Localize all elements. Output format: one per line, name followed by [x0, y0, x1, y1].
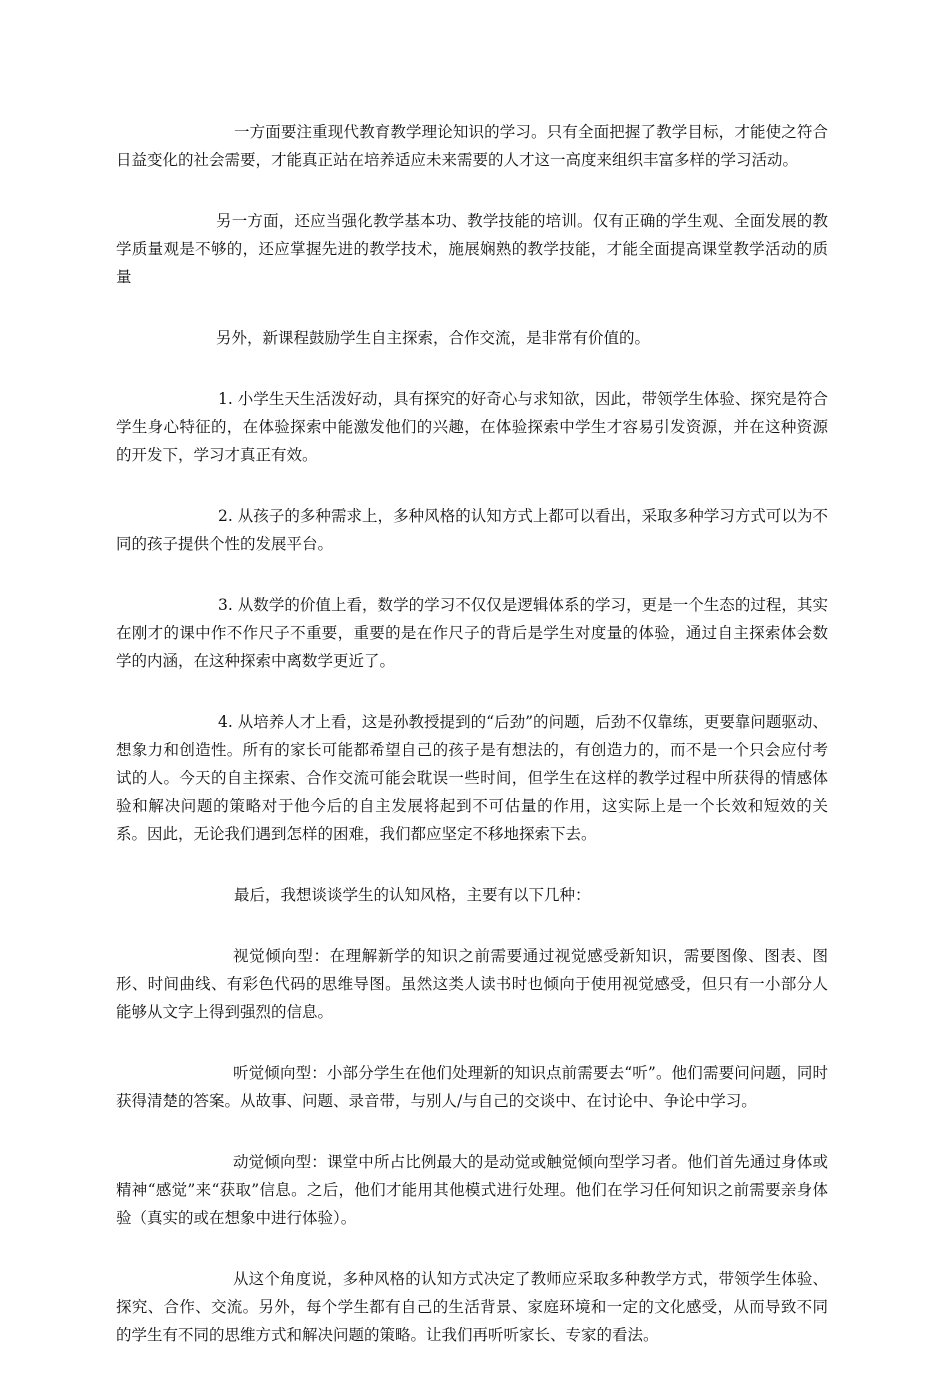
paragraph-conclusion: 从这个角度说，多种风格的认知方式决定了教师应采取多种教学方式，带领学生体验、探究、合作、交流。另外，每个学生都有自己的生活背景、家庭环境和一定的文化感受，从而导致不同的学生有不同的思维方式和解决问题的策略。让我们再听听家长、专家的看法。 [116, 1270, 828, 1344]
paragraph-point-4: 4. 从培养人才上看，这是孙教授提到的“后劲”的问题，后劲不仅靠练，更要靠问题驱动、想象力和创造性。所有的家长可能都希望自己的孩子是有想法的，有创造力的，而不是一个只会应付考试的人。今天的自主探索、合作交流可能会耽误一些时间，但学生在这样的教学过程中所获得的情感体验和解决问题的策略对于他今后的自主发展将起到不可估量的作用，这实际上是一个长效和短效的关系。因此，无论我们遇到怎样的困难，我们都应坚定不移地探索下去。 [116, 713, 828, 843]
paragraph-point-3: 3. 从数学的价值上看，数学的学习不仅仅是逻辑体系的学习，更是一个生态的过程，其实在刚才的课中作不作尺子不重要，重要的是在作尺子的背后是学生对度量的体验，通过自主探索体会数学的内涵，在这种探索中离数学更近了。 [116, 596, 828, 670]
paragraph-kinesthetic-type: 动觉倾向型：课堂中所占比例最大的是动觉或触觉倾向型学习者。他们首先通过身体或精神“感觉”来“获取”信息。之后，他们才能用其他模式进行处理。他们在学习任何知识之前需要亲身体验（真实的或在想象中进行体验）。 [116, 1153, 828, 1227]
paragraph-new-curriculum: 另外，新课程鼓励学生自主探索，合作交流，是非常有价值的。 [216, 329, 651, 347]
document-page [116, 118, 828, 1382]
paragraph-visual-type: 视觉倾向型：在理解新学的知识之前需要通过视觉感受新知识，需要图像、图表、图形、时间曲线、有彩色代码的思维导图。虽然这类人读书时也倾向于使用视觉感受，但只有一小部分人能够从文字上得到强烈的信息。 [116, 947, 828, 1021]
paragraph-point-1: 1. 小学生天生活泼好动，具有探究的好奇心与求知欲，因此，带领学生体验、探究是符合学生身心特征的，在体验探索中能激发他们的兴趣，在体验探索中学生才容易引发资源，并在这种资源的开发下，学习才真正有效。 [116, 390, 828, 464]
paragraph-point-2: 2. 从孩子的多种需求上，多种风格的认知方式上都可以看出，采取多种学习方式可以为不同的孩子提供个性的发展平台。 [116, 507, 828, 553]
paragraph-teaching-skills: 另一方面，还应当强化教学基本功、教学技能的培训。仅有正确的学生观、全面发展的教学质量观是不够的，还应掌握先进的教学技术，施展娴熟的教学技能，才能全面提高课堂教学活动的质量 [116, 212, 828, 286]
paragraph-cognitive-styles-intro: 最后，我想谈谈学生的认知风格，主要有以下几种： [234, 886, 591, 904]
paragraph-modern-theory: 一方面要注重现代教育教学理论知识的学习。只有全面把握了教学目标，才能使之符合日益变化的社会需要，才能真正站在培养适应未来需要的人才这一高度来组织丰富多样的学习活动。 [116, 123, 828, 169]
paragraph-auditory-type: 听觉倾向型：小部分学生在他们处理新的知识点前需要去“听”。他们需要问问题，同时获得清楚的答案。从故事、问题、录音带，与别人/与自己的交谈中、在讨论中、争论中学习。 [116, 1064, 828, 1110]
